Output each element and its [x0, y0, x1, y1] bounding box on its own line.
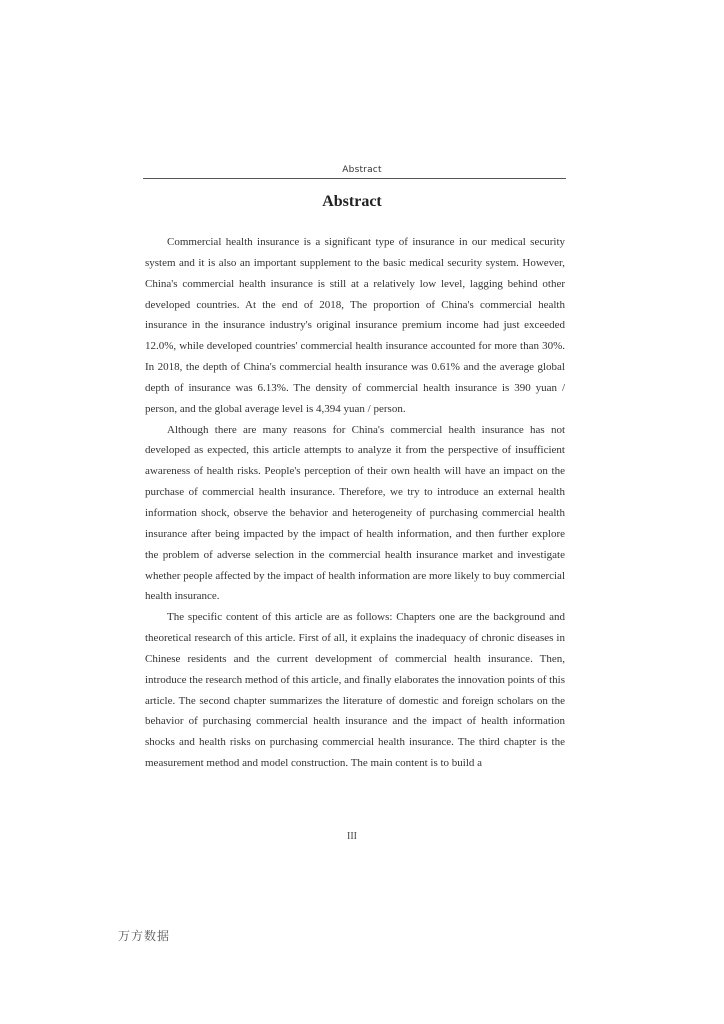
- page-title: Abstract: [322, 193, 382, 210]
- abstract-body: [145, 232, 565, 774]
- header-rule: [143, 178, 566, 179]
- running-header: Abstract: [342, 165, 382, 175]
- paragraph-2: Although there are many reasons for China's commercial health insurance has not developed as expected, this article attempts to analyze it from the perspective of insufficient awareness of health risks. People's perception of their own health will have an impact on the purchase of commercial health insurance. Therefore, we try to introduce an external health information shock, observe the behavior and heterogeneity of purchasing commercial health insurance after being impacted by the impact of health information, and then further explore the problem of adverse selection in the commercial health insurance market and investigate whether people affected by the impact of health information are more likely to buy commercial health insurance.: [145, 423, 565, 603]
- page-number: III: [347, 831, 357, 842]
- paragraph-3: The specific content of this article are as follows: Chapters one are the background and theoretical research of this article. First of all, it explains the inadequacy of chronic diseases in Chinese residents and the current development of commercial health insurance. Then, introduce the research method of this article, and finally elaborates the innovation points of this article. The second chapter summarizes the literature of domestic and foreign scholars on the behavior of purchasing commercial health insurance and the impact of health information shocks and health risks on purchasing commercial health insurance. The third chapter is the measurement method and model construction. The main content is to build a: [145, 611, 566, 770]
- source-watermark: 万方数据: [118, 929, 171, 943]
- paragraph-1: Commercial health insurance is a significant type of insurance in our medical security system and it is also an important supplement to the basic medical security system. However, China's commercial health insurance is still at a relatively low level, lagging behind other developed countries. At the end of 2018, The proportion of China's commercial health insurance in the insurance industry's original insurance premium income had just exceeded 12.0%, while developed countries' commercial health insurance accounted for more than 30%. In 2018, the depth of China's commercial health insurance was 0.61% and the average global depth of insurance was 6.13%. The density of commercial health insurance is 390 yuan / person, and the global average level is 4,394 yuan / person.: [145, 236, 565, 415]
